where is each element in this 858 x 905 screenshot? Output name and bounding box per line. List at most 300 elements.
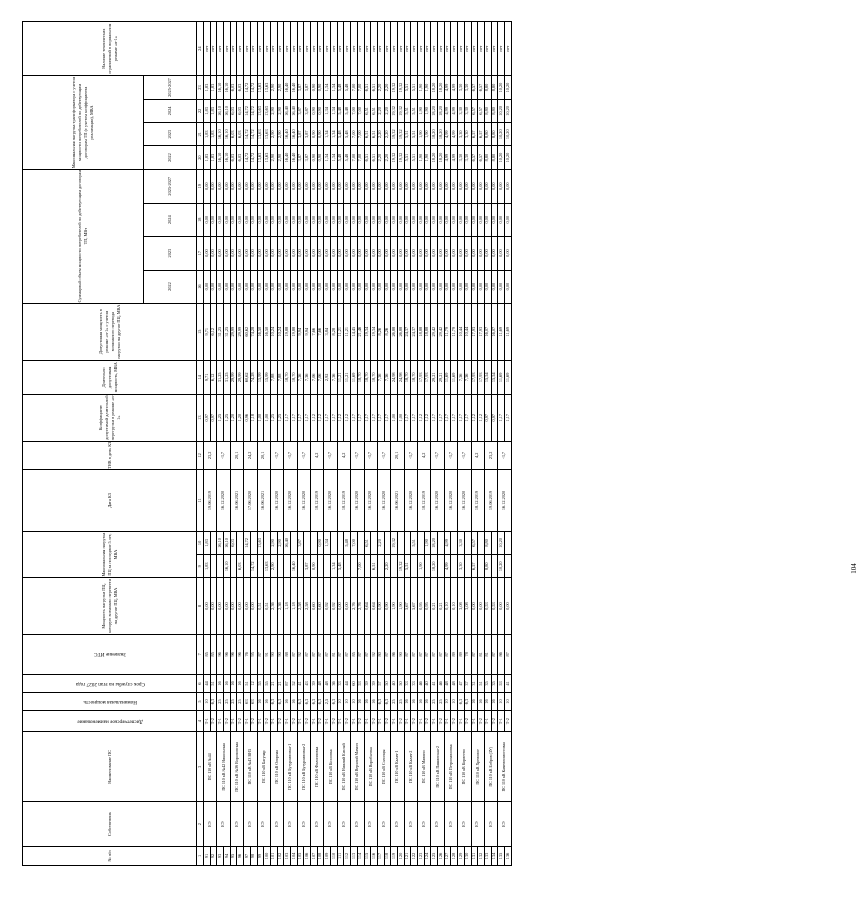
column-number: 24 [197,22,204,76]
table-cell: 0,00 [384,236,391,270]
table-cell: 1,83 [204,123,211,146]
table-cell: 87 [504,634,511,674]
table-cell: 1,17 [364,394,371,441]
table-cell: 0,00 [357,236,364,270]
header-dispatch-name: Диспетчерское наименование [23,711,197,732]
table-cell: 0,00 [431,270,438,303]
table-cell: ЕЭ [324,802,337,847]
table-cell: 16 [371,693,378,711]
table-cell: 5,51 [411,76,418,99]
table-cell: 16,10 [224,76,231,99]
table-cell: 1,25 [217,394,224,441]
table-cell: 0,00 [391,270,398,303]
table-cell: 1,17 [451,394,458,441]
table-cell: 8,26 [377,303,384,360]
table-cell: 20,1 [257,441,270,470]
table-cell [364,555,371,578]
table-cell: 0,00 [224,203,231,236]
table-cell: 0,00 [244,236,251,270]
table-cell: 87 [424,634,431,674]
table-cell: 0,00 [471,578,478,634]
table-cell: 5,48 [344,76,351,99]
table-cell: 6,3 [384,693,391,711]
table-cell: 16.12.2020 [404,470,417,532]
table-cell: 7,36 [464,360,471,394]
table-cell: 21 [277,675,284,693]
table-cell: 115 [364,846,371,865]
table-cell: 3,30 [458,555,465,578]
table-cell: 24,2 [244,441,257,470]
table-cell: нет [464,22,471,76]
table-cell: 17.06.2020 [244,470,257,532]
table-cell: 16,40 [290,555,297,578]
table-cell: 6,51 [364,76,371,99]
table-cell: 0,00 [498,169,505,203]
table-cell: 7,36 [377,360,384,394]
table-cell: 16,40 [290,146,297,169]
table-cell: 14,72 [250,555,257,578]
table-cell: 39 [311,675,318,693]
table-cell: 7,36 [304,360,311,394]
table-cell: ПС 110 кВ Пашинская-2 [431,732,444,802]
table-cell: 0,51 [257,578,264,634]
table-cell: 1,12 [344,394,351,441]
table-cell: Т-1 [377,711,384,732]
table-cell: 18,20 [431,531,438,554]
table-cell: 89 [458,634,465,674]
table-cell: 11,69 [504,303,511,360]
table-cell: 0,00 [438,169,445,203]
table-row [324,22,331,866]
table-cell: 96 [237,846,244,865]
table-cell: 0,00 [484,169,491,203]
table-cell: 0,00 [210,578,217,634]
table-cell: 0,00 [264,236,271,270]
table-cell: 16.12.2020 [458,470,471,532]
table-cell: 52 [290,675,297,693]
table-cell [244,555,251,578]
table-cell: 0,00 [411,270,418,303]
table-cell: 14,72 [250,76,257,99]
table-cell: 1,90 [397,578,404,634]
table-cell: 0,00 [357,169,364,203]
header-max-load: Максимальная нагрузка ПЦ за последние 5 лет, МВА [23,531,197,578]
table-cell: 5,51 [411,123,418,146]
table-cell: 117 [377,846,384,865]
table-cell: 37 [464,675,471,693]
table-cell: 6,12 [210,360,217,394]
column-number: 6 [197,675,204,693]
table-cell: 1,00 [264,394,271,441]
table-cell: 16.12.2020 [324,470,337,532]
table-cell: 108 [317,846,324,865]
table-cell: 0,53 [484,578,491,634]
table-cell: ПС 110 кВ Верхний Мамон [351,732,364,802]
column-number: 1 [197,846,204,865]
table-cell: 94 [224,846,231,865]
table-cell: -3,7 [351,441,364,470]
table-cell: 7,00 [351,146,358,169]
table-cell: 1,17 [411,394,418,441]
table-cell: 63 [250,693,257,711]
table-cell: 10,44 [464,303,471,360]
table-cell: 0,00 [384,270,391,303]
table-cell: 31,25 [217,360,224,394]
table-cell [284,555,291,578]
table-cell: ЕЭ [498,802,511,847]
table-cell: 2,90 [277,123,284,146]
table-cell: 96 [224,634,231,674]
table-cell: 10,44 [458,303,465,360]
table-cell: 13,63 [264,99,271,122]
table-cell: 8,80 [484,123,491,146]
table-cell: 10 [337,693,344,711]
table-cell: 0,00 [377,203,384,236]
table-cell: 16 [284,693,291,711]
table-cell: Т-2 [304,711,311,732]
table-cell: 0,95 [418,578,425,634]
table-cell: 0,00 [504,203,511,236]
table-cell: ПС 110 кВ Корнеево [458,732,471,802]
table-cell [438,531,445,554]
table-cell: нет [297,22,304,76]
table-cell: Т-2 [491,711,498,732]
table-cell: 0,00 [324,203,331,236]
table-cell: Т-1 [311,711,318,732]
table-cell: 1,17 [458,394,465,441]
table-cell: 0,00 [504,578,511,634]
table-cell [404,531,411,554]
table-cell: Т-1 [204,711,211,732]
table-cell: 3,30 [464,123,471,146]
table-cell: 95 [250,634,257,674]
table-cell: 0,00 [324,169,331,203]
table-cell: 4,99 [451,99,458,122]
table-cell [337,531,344,554]
table-cell: 96 [237,634,244,674]
table-cell: нет [504,22,511,76]
table-cell: 18,20 [438,76,445,99]
table-cell: 0,00 [264,169,271,203]
table-cell: Т-2 [397,711,404,732]
table-cell: нет [224,22,231,76]
table-cell: 44 [204,675,211,693]
header-itc: Значение ИТС [23,634,197,674]
table-cell: 2,20 [377,531,384,554]
table-cell: 14,72 [250,99,257,122]
table-cell: 18,70 [364,360,371,394]
table-cell: 0,00 [244,169,251,203]
table-cell: 0,00 [364,236,371,270]
table-cell: 25 [237,693,244,711]
table-cell: 51 [244,675,251,693]
table-cell: ЕЭ [297,802,310,847]
table-cell: -3,7 [377,441,390,470]
table-cell: 6,3 [464,693,471,711]
table-cell: 63 [244,693,251,711]
column-number: 10 [197,531,204,554]
table-cell: 16.12.2020 [284,470,297,532]
table-cell: -3,7 [404,441,417,470]
table-cell: 13,63 [264,555,271,578]
header-year-2023: 2023 [144,123,197,146]
table-cell: 0,00 [371,236,378,270]
table-cell: 1,17 [504,394,511,441]
table-cell: нет [411,22,418,76]
table-cell: 0,00 [337,578,344,634]
table-cell: нет [357,22,364,76]
table-cell: 16,40 [290,99,297,122]
table-cell: 0,00 [250,203,257,236]
table-cell: 5,51 [404,555,411,578]
table-cell: 10,20 [498,146,505,169]
table-cell: 0,00 [464,203,471,236]
header-allowed-power: Допустимая мощность в режиме «n-1» с учетом возможного перевода нагрузки на другие ПЦ, МВА [23,303,197,360]
table-cell: 0,00 [331,203,338,236]
table-cell: 18,88 [418,303,425,360]
table-body [204,22,512,866]
table-cell: 18.12.2019 [471,470,484,532]
table-cell: нет [451,22,458,76]
table-cell: 95 [230,846,237,865]
table-cell: 91 [204,846,211,865]
table-cell [304,531,311,554]
header-name: Наименование ПС [23,732,197,802]
header-max-transformer-load: Максимальная нагрузка трансформатора с учетом мощности потребителей по действующим договорам ТП (с учетом коэффициента реализации), МВА [23,76,144,169]
table-cell: 7,66 [317,303,324,360]
table-cell: 0,00 [351,270,358,303]
table-cell: 0,00 [351,236,358,270]
table-cell: 0,00 [297,270,304,303]
table-cell: 26,88 [391,303,398,360]
table-cell: -3,7 [284,441,297,470]
table-cell: 10,20 [504,76,511,99]
table-cell [464,531,471,554]
table-cell: 92 [297,634,304,674]
table-cell: 3,30 [464,76,471,99]
table-cell [397,531,404,554]
table-cell: 10 [344,693,351,711]
table-cell: 90 [397,634,404,674]
table-cell: 4,99 [444,146,451,169]
table-cell: 98 [250,846,257,865]
table-cell: 0,00 [498,236,505,270]
table-cell: 0,00 [270,236,277,270]
column-number: 23 [197,76,204,99]
table-cell: ПС 110 кВ №44 [204,732,217,802]
table-cell: 25 [431,693,438,711]
table-cell: Т-2 [237,711,244,732]
table-cell: Т-1 [404,711,411,732]
table-cell: 18,70 [404,360,411,394]
table-cell: нет [311,22,318,76]
table-cell: Т-2 [357,711,364,732]
table-cell: 16.12.2020 [217,470,230,532]
table-cell: 120 [397,846,404,865]
table-cell: 0,00 [471,169,478,203]
table-cell: 1,17 [324,394,331,441]
table-cell: 3,87 [297,76,304,99]
table-cell: 1,90 [418,123,425,146]
table-cell: 2,20 [384,76,391,99]
table-cell: 18,20 [431,76,438,99]
table-cell: Т-2 [210,711,217,732]
table-cell: 11,79 [451,303,458,360]
table-cell: 0,00 [504,169,511,203]
table-cell: 2,90 [277,99,284,122]
column-number: 5 [197,693,204,711]
table-row [351,22,358,866]
table-cell: 76 [244,634,251,674]
table-cell: 24,98 [397,360,404,394]
table-cell: 0,00 [317,169,324,203]
table-cell: -3,7 [364,441,377,470]
table-cell: 0,00 [411,169,418,203]
table-cell: 0,00 [250,578,257,634]
table-cell: 16 [471,693,478,711]
table-cell: ПС 110 кВ Калач-1 [391,732,404,802]
table-cell: нет [217,22,224,76]
header-year-2025-2027: 2025-2027 [144,76,197,99]
table-cell: 17,93 [471,303,478,360]
table-cell: 0,90 [317,146,324,169]
table-cell: 10,24 [270,303,277,360]
table-cell: Т-2 [411,711,418,732]
table-cell: -3,7 [431,441,444,470]
table-row [284,22,291,866]
table-cell: 18,20 [438,146,445,169]
table-row [217,22,224,866]
table-cell: 0,00 [230,270,237,303]
table-cell: 10,20 [498,555,505,578]
table-cell: 0,92 [331,578,338,634]
table-cell: 0,53 [491,578,498,634]
table-cell: 8,80 [491,76,498,99]
table-cell: 93 [217,846,224,865]
table-cell: 5,67 [404,578,411,634]
table-cell: 16,10 [224,531,231,554]
table-cell: 133 [484,846,491,865]
table-cell [491,531,498,554]
table-cell: 13,63 [257,123,264,146]
table-cell: 9,71 [204,360,211,394]
table-cell: 9,94 [304,303,311,360]
table-cell: 0,51 [264,578,271,634]
table-cell: 6,03 [237,555,244,578]
table-cell: 6,51 [371,76,378,99]
table-cell: 0,00 [438,270,445,303]
table-cell: 6,51 [371,99,378,122]
table-cell: 0,90 [311,76,318,99]
table-cell: 19,32 [397,555,404,578]
table-cell: 124 [424,846,431,865]
table-cell: 16,07 [491,303,498,360]
table-cell: ПС 110 кВ Манино [418,732,431,802]
table-cell: 4,99 [451,146,458,169]
table-cell: 1,90 [418,99,425,122]
table-cell: нет [331,22,338,76]
table-cell: 0,00 [397,203,404,236]
table-cell: 1,20 [237,394,244,441]
table-cell: 1,17 [404,394,411,441]
table-cell: 3,30 [458,531,465,554]
table-cell: 18.12.2019 [311,470,324,532]
table-cell [478,531,485,554]
table-cell: нет [384,22,391,76]
table-cell: 2,90 [270,123,277,146]
table-cell: 0,00 [337,169,344,203]
table-cell: 0,00 [471,270,478,303]
table-cell: нет [377,22,384,76]
table-cell: 5,48 [337,99,344,122]
table-cell: 102 [277,846,284,865]
table-cell: 6,03 [230,76,237,99]
table-cell [210,531,217,554]
table-cell: 0,00 [478,270,485,303]
table-cell: 1,90 [418,76,425,99]
table-cell: 0,90 [317,76,324,99]
table-cell: 57 [377,675,384,693]
table-cell: 0,00 [217,169,224,203]
table-cell: 1,90 [424,146,431,169]
table-cell: 87 [404,634,411,674]
table-cell: 1,00 [391,394,398,441]
table-cell: 6,3 [317,693,324,711]
table-cell: 13,63 [257,146,264,169]
table-cell: 0,60 [317,578,324,634]
table-cell: ПС 110 кВ №42 Никольская [217,732,230,802]
table-row [244,22,251,866]
table-cell: 6,3 [210,693,217,711]
table-cell: 3,87 [297,146,304,169]
table-cell: 7,00 [357,99,364,122]
table-cell: 87 [344,634,351,674]
table-cell: 7,06 [311,360,318,394]
table-cell: 43 [304,675,311,693]
table-cell: 1,83 [210,99,217,122]
table-cell: 14,72 [244,146,251,169]
table-cell: 18.12.2019 [337,470,350,532]
table-cell: нет [284,22,291,76]
table-cell: 6,03 [237,76,244,99]
table-cell: 6,51 [371,146,378,169]
table-cell: 0,00 [204,236,211,270]
table-cell: 7,36 [458,360,465,394]
table-cell: 2,90 [277,531,284,554]
header-restrictions: Наличие технических ограничений в нормальном режиме «n-1» [23,22,197,76]
table-cell: Т-2 [424,711,431,732]
table-cell: 16 [217,675,224,693]
table-cell: 16,40 [284,146,291,169]
table-cell: 109 [324,846,331,865]
table-cell: Т-2 [290,711,297,732]
table-cell: 0,00 [451,203,458,236]
table-cell: 11,21 [344,303,351,360]
header-total-consumers: Суммарный объем мощности потребителей по действующим договорам ТП, МВт [23,169,144,303]
table-cell: 0,00 [438,203,445,236]
table-cell: 0,00 [458,270,465,303]
table-cell: 5,51 [404,99,411,122]
table-cell [357,531,364,554]
table-cell: Т-2 [384,711,391,732]
table-cell: 16.12.2020 [498,470,511,532]
table-cell: 2,20 [384,555,391,578]
table-cell: 0,00 [491,270,498,303]
table-cell [491,555,498,578]
table-cell: 40 [391,675,398,693]
table-cell: 39 [364,675,371,693]
table-cell: 0,21 [431,578,438,634]
